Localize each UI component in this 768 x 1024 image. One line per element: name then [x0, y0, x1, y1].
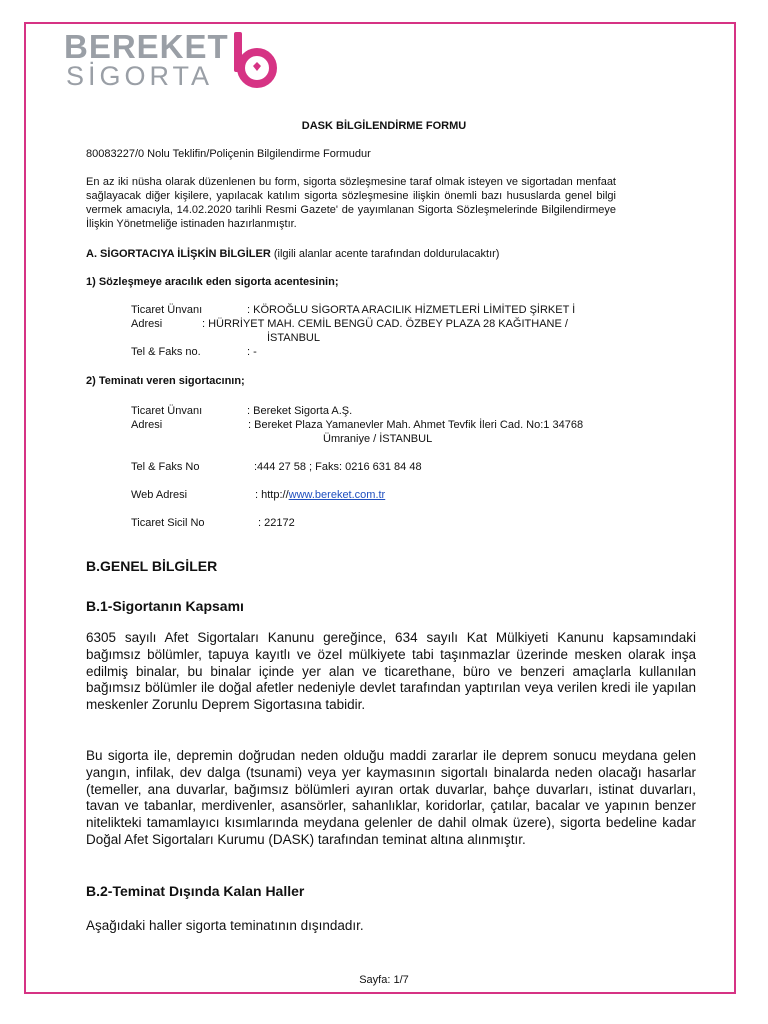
- bereket-b-logo-icon: [232, 32, 278, 88]
- section-a-note: (ilgili alanlar acente tarafından doldurulacaktır): [273, 248, 500, 260]
- intro-paragraph: En az iki nüsha olarak düzenlenen bu form, sigorta sözleşmesine taraf olmak isteyen ve sigortadan menfaat sağlayacak diğer kişilere, yapılacak katılım sigorta sözleşmesine ilişkin önemli bazı hususlarda genel bilgi vermek amacıyla, 14.02.2020 tarihli Resmi Gazete' de yayımlanan Sigorta Sözleşmelerinde Bilgilendirmeye İlişkin Yönetmeliğe istinaden hazırlanmıştır.: [86, 176, 616, 230]
- insurer-address-label: Adresi: [131, 419, 163, 431]
- section-a-title: A. SİGORTACIYA İLİŞKİN BİLGİLER: [86, 248, 271, 260]
- b2-heading: B.2-Teminat Dışında Kalan Haller: [86, 883, 305, 899]
- agency-trade-name-label: Ticaret Ünvanı: [131, 304, 203, 316]
- website-link[interactable]: www.bereket.com.tr: [288, 489, 386, 501]
- insurer-registry-label: Ticaret Sicil No: [131, 517, 205, 529]
- page-number: Sayfa: 1/7: [359, 974, 409, 986]
- agency-trade-name-value: : KÖROĞLU SİGORTA ARACILIK HİZMETLERİ LİMİTED ŞİRKET İ: [247, 304, 576, 316]
- insurer-address-value-line1: : Bereket Plaza Yamanevler Mah. Ahmet Tevfik İleri Cad. No:1 34768: [248, 419, 584, 431]
- agency-address-label: Adresi: [131, 318, 163, 330]
- logo-line2: SİGORTA: [66, 61, 214, 91]
- insurer-trade-name-label: Ticaret Ünvanı: [131, 405, 203, 417]
- insurer-subheading: 2) Teminatı veren sigortacının;: [86, 375, 245, 387]
- b1-paragraph-2: Bu sigorta ile, depremin doğrudan neden olduğu maddi zararlar ile deprem sonucu meydana gelen yangın, infilak, dev dalga (tsunami) veya yer kaymasının sigortalı binalarda neden olacağı hasarlar (temeller, ana duvarlar, bağımsız bölümleri ayıran ortak duvarlar, bahçe duvarları, istinat duvarları, tavan ve tabanlar, merdivenler, asansörler, sahanlıklar, koridorlar, çatılar, bacalar ve yapının benzer nitelikteki tamamlayıcı kısımlarında meydana gelenler de dahil olmak üzere), sigorta bedeline kadar Doğal Afet Sigortaları Kurumu (DASK) tarafından teminat altına alınmıştır.: [86, 748, 696, 847]
- agency-subheading: 1) Sözleşmeye aracılık eden sigorta acentesinin;: [86, 276, 339, 288]
- logo-line1: BEREKET: [64, 28, 229, 65]
- insurer-tel-value: :444 27 58 ; Faks: 0216 631 84 48: [254, 461, 422, 473]
- agency-address-value-line1: : HÜRRİYET MAH. CEMİL BENGÜ CAD. ÖZBEY PLAZA 28 KAĞITHANE /: [202, 318, 568, 330]
- agency-tel-value: : -: [247, 346, 257, 358]
- web-prefix: : http://: [255, 489, 289, 501]
- insurer-web-value: [255, 488, 385, 502]
- b1-paragraph-1: 6305 sayılı Afet Sigortaları Kanunu gereğince, 634 sayılı Kat Mülkiyeti Kanunu kapsamındaki bağımsız bölümler, tapuya kayıtlı ve özel mülkiyete tabi taşınmazlar üzerinde mesken olarak inşa edilmiş binalar, bu binalar içinde yer alan ve ticarethane, büro ve benzeri amaçlarla kullanılan bağımsız bölümler ile doğal afetler nedeniyle devlet tarafından yaptırılan veya verilen kredi ile yapılan meskenler Zorunlu Deprem Sigortasına tabidir.: [86, 630, 696, 713]
- insurer-tel-label: Tel & Faks No: [131, 461, 200, 473]
- insurer-registry-value: : 22172: [258, 517, 295, 529]
- insurer-trade-name-value: : Bereket Sigorta A.Ş.: [247, 405, 353, 417]
- form-title: DASK BİLGİLENDİRME FORMU: [301, 120, 467, 132]
- insurer-web-label: Web Adresi: [131, 489, 188, 501]
- reference-line: 80083227/0 Nolu Teklifin/Poliçenin Bilgilendirme Formudur: [86, 148, 371, 160]
- b1-heading: B.1-Sigortanın Kapsamı: [86, 598, 244, 614]
- section-a-heading: [86, 247, 499, 261]
- agency-address-value-line2: İSTANBUL: [267, 332, 320, 344]
- company-logo: [64, 30, 284, 92]
- agency-tel-label: Tel & Faks no.: [131, 346, 201, 358]
- insurer-address-value-line2: Ümraniye / İSTANBUL: [323, 433, 433, 445]
- section-b-heading: B.GENEL BİLGİLER: [86, 558, 218, 574]
- b2-paragraph: Aşağıdaki haller sigorta teminatının dışındadır.: [86, 918, 364, 933]
